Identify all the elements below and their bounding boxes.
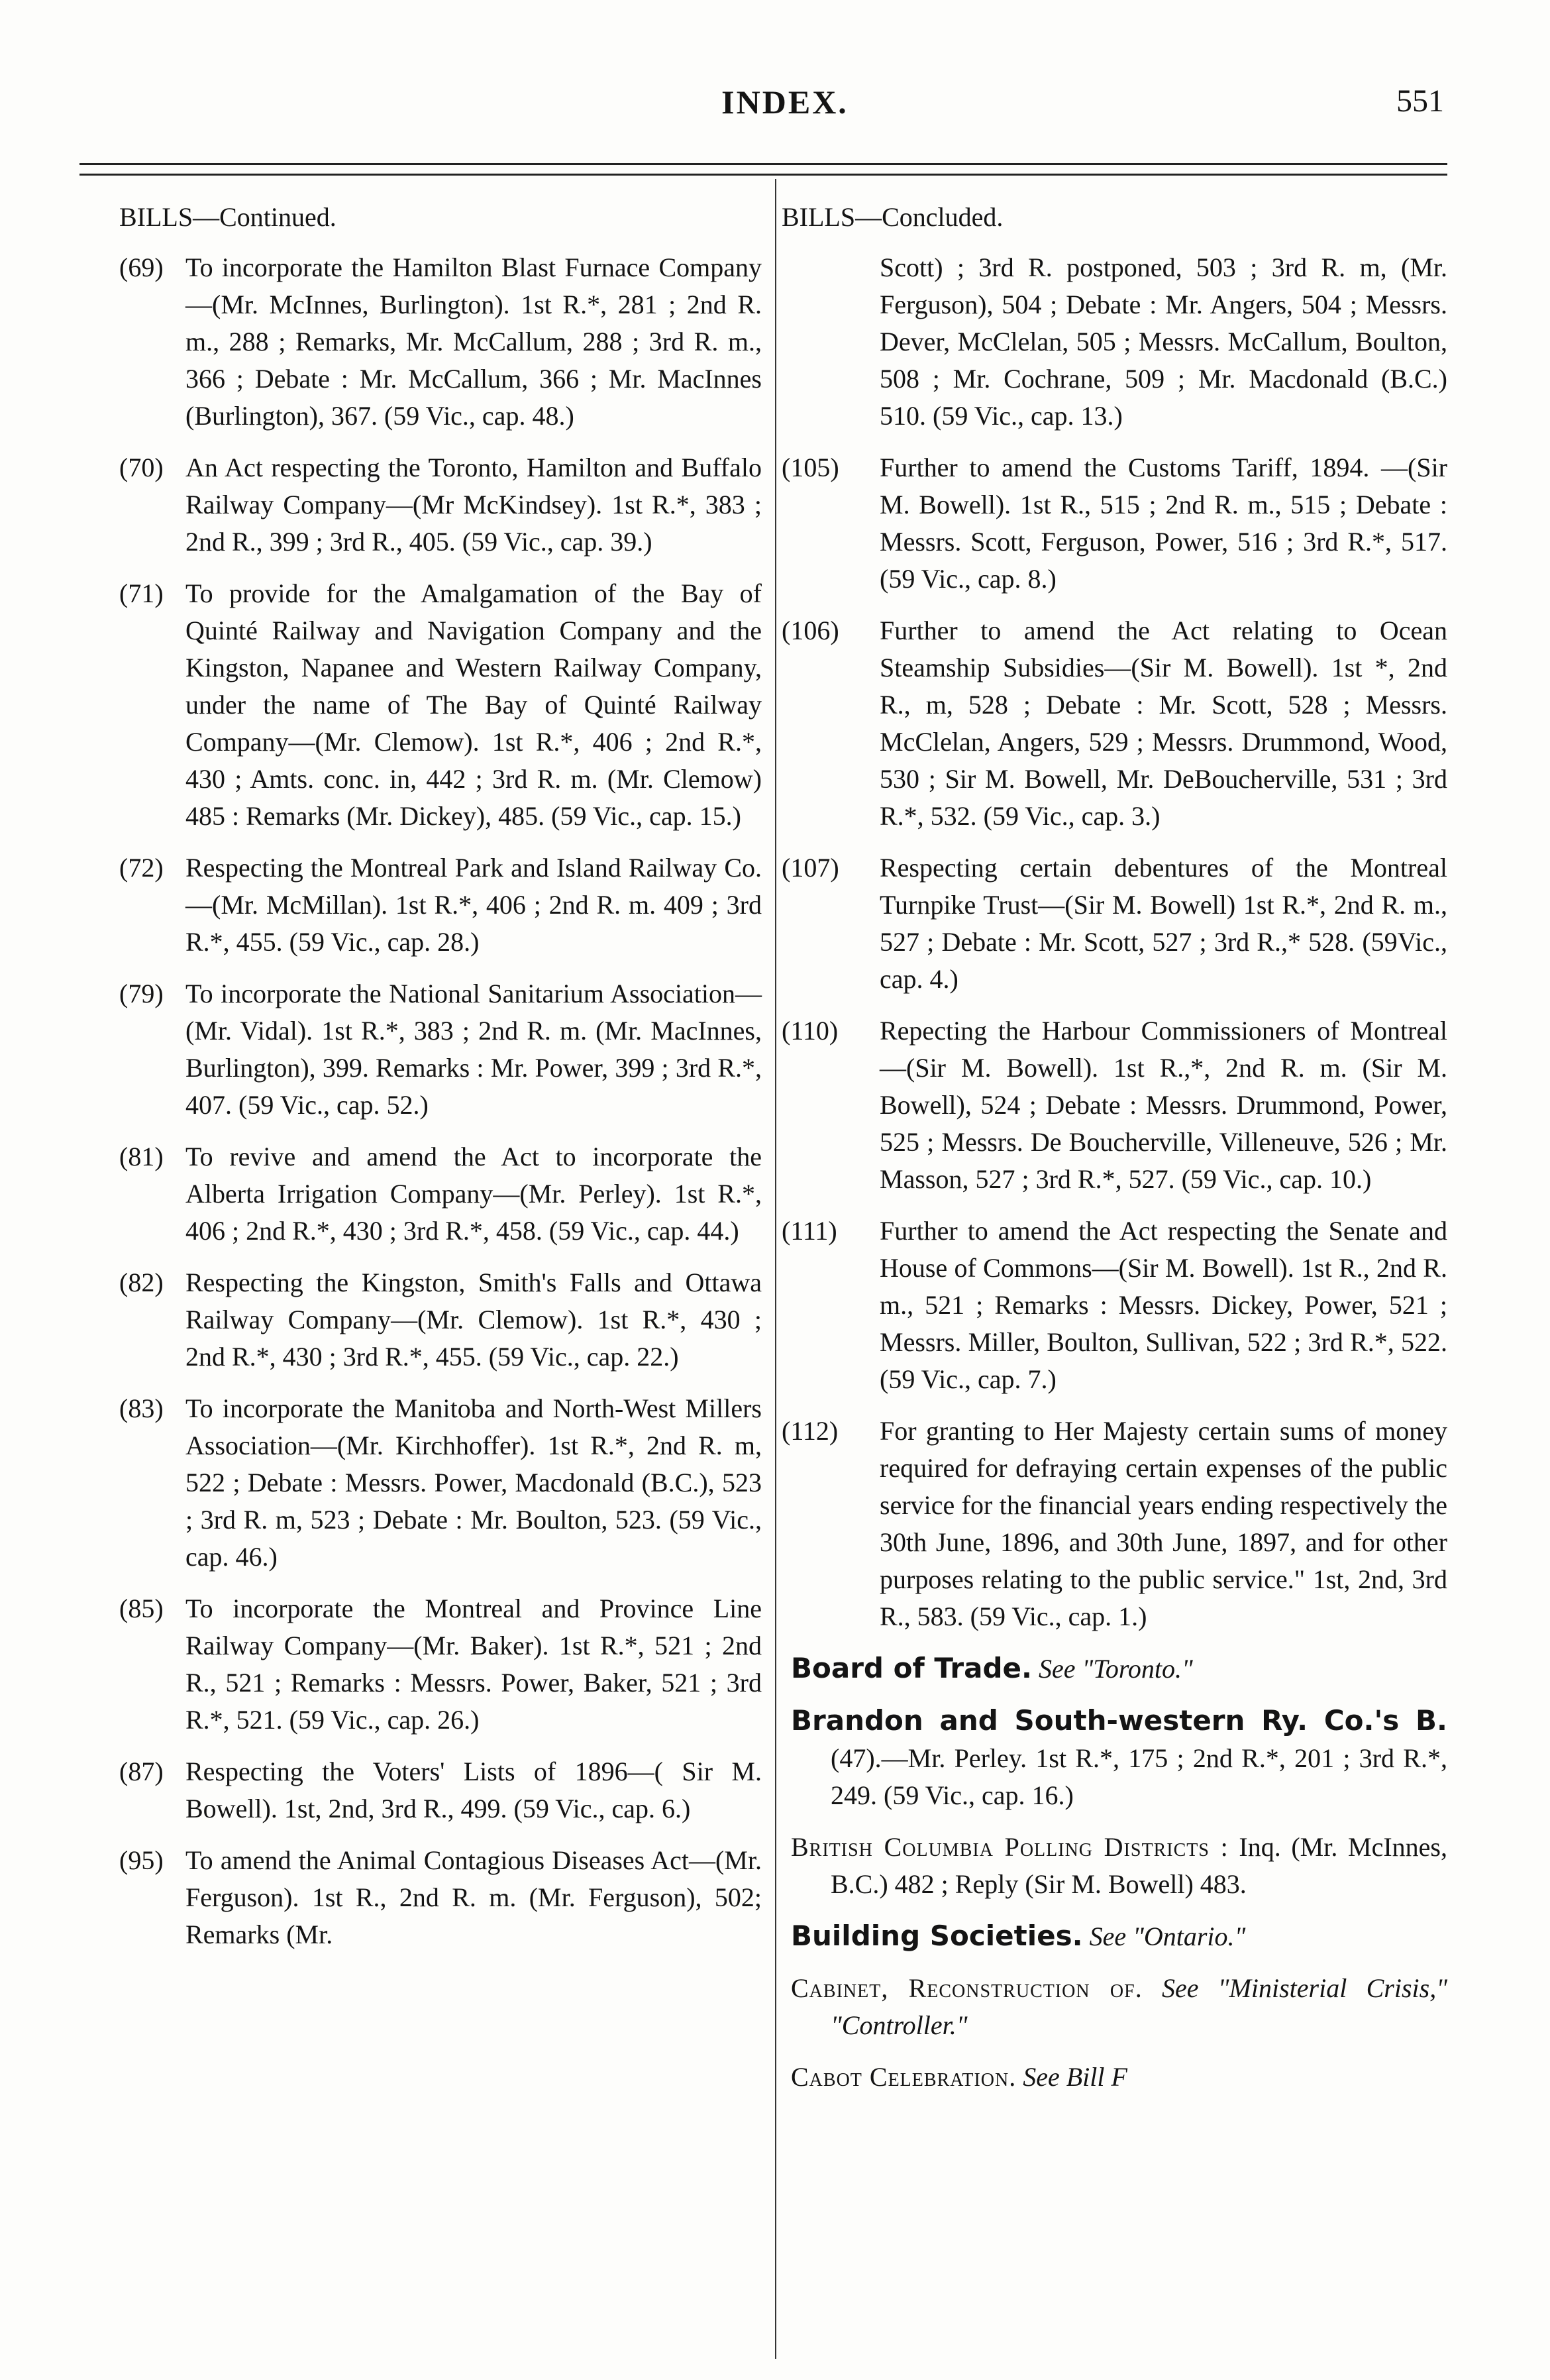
left-column [119,199,762,1968]
entry-number: (72) [119,853,164,883]
index-heading-cabot [782,2059,1447,2096]
header-rule-top [79,163,1447,165]
entry-text: Further to amend the Act respecting the Senate and House of Commons—(Sir M. Bowell). 1st R., 2nd R. m., 521 ; Remarks : Messrs. Dickey, Power, 521 ; Messrs. Miller, Boulton, Sullivan, 522 ; 3rd R.*, 522. (59 Vic., cap. 7.) [880,1216,1447,1394]
heading-label: Cabinet, Reconstruction of. [791,1973,1143,2003]
entry-text: Respecting certain debentures of the Montreal Turnpike Trust—(Sir M. Bowell) 1st R.*, 2nd R. m., 527 ; Debate : Mr. Scott, 527 ; 3rd R.,* 528. (59Vic., cap. 4.) [880,853,1447,994]
heading-label: Board of Trade. [791,1652,1032,1684]
entry-number: (107) [782,853,839,883]
heading-label: Cabot Celebration. [791,2062,1017,2092]
entry-text: To incorporate the Manitoba and North-West Millers Association—(Mr. Kirchhoffer). 1st R.*, 2nd R. m, 522 ; Debate : Messrs. Power, Macdonald (B.C.), 523 ; 3rd R. m, 523 ; Debate : Mr. Boulton, 523. (59 Vic., cap. 46.) [185,1393,762,1572]
entry-number: (87) [119,1757,164,1786]
entry-number: (105) [782,453,839,482]
entry-number: (69) [119,252,164,282]
entry-text: To incorporate the Hamilton Blast Furnace Company—(Mr. McInnes, Burlington). 1st R.*, 281 ; 2nd R. m., 288 ; Remarks, Mr. McCallum, 288 ; 3rd R. m., 366 ; Debate : Mr. McCallum, 366 ; Mr. MacInnes (Burlington), 367. (59 Vic., cap. 48.) [185,252,762,431]
entry-number: (83) [119,1393,164,1423]
entry-text: Further to amend the Customs Tariff, 1894. —(Sir M. Bowell). 1st R., 515 ; 2nd R. m., 515 ; Debate : Messrs. Scott, Ferguson, Power, 516 ; 3rd R.*, 517. (59 Vic., cap. 8.) [880,453,1447,594]
heading-label: Brandon and South-western Ry. Co.'s B. [791,1704,1447,1737]
entry-number: (81) [119,1142,164,1171]
entry-number: (71) [119,578,164,608]
index-entry [782,849,1447,998]
carryover-text: Scott) ; 3rd R. postponed, 503 ; 3rd R. m, (Mr. Ferguson), 504 ; Debate : Mr. Angers, 504 ; Messrs. Dever, McClelan, 505 ; Messrs. McCallum, Boulton, 508 ; Mr. Cochrane, 509 ; Mr. Macdonald (B.C.) 510. (59 Vic., cap. 13.) [880,252,1447,431]
entry-number: (112) [782,1416,839,1446]
index-entry [119,1390,762,1576]
entry-text: Further to amend the Act relating to Ocean Steamship Subsidies—(Sir M. Bowell). 1st *, 2nd R., m, 528 ; Debate : Mr. Scott, 528 ; Messrs. McClelan, Angers, 529 ; Messrs. Drummond, Wood, 530 ; Sir M. Bowell, Mr. DeBoucherville, 531 ; 3rd R.*, 532. (59 Vic., cap. 3.) [880,616,1447,831]
entry-text: To incorporate the Montreal and Province Line Railway Company—(Mr. Baker). 1st R.*, 521 ; 2nd R., 521 ; Remarks : Messrs. Power, Baker, 521 ; 3rd R.*, 521. (59 Vic., cap. 26.) [185,1594,762,1735]
entry-number: (85) [119,1594,164,1623]
index-entry [119,249,762,435]
index-entry [782,449,1447,598]
index-entry [119,1753,762,1827]
running-title: INDEX. [721,83,849,121]
index-entry [119,1264,762,1376]
index-entry [119,975,762,1124]
index-entry [119,449,762,561]
entry-number: (95) [119,1845,164,1875]
index-entry [119,1138,762,1250]
index-entry [119,1590,762,1739]
index-entry [782,1012,1447,1198]
entry-text: An Act respecting the Toronto, Hamilton and Buffalo Railway Company—(Mr McKindsey). 1st R.*, 383 ; 2nd R., 399 ; 3rd R., 405. (59 Vic., cap. 39.) [185,453,762,557]
page-header [126,83,1444,142]
index-entry [119,849,762,961]
heading-label: Building Societies. [791,1920,1083,1952]
see-reference: See "Ministerial Crisis," "Controller." [831,1973,1448,2040]
entry-number: (79) [119,979,164,1008]
index-heading-cabinet [782,1970,1447,2044]
page-number: 551 [1396,83,1444,119]
entry-text: To revive and amend the Act to incorporate the Alberta Irrigation Company—(Mr. Perley). 1st R.*, 406 ; 2nd R.*, 430 ; 3rd R.*, 458. (59 Vic., cap. 44.) [185,1142,762,1246]
index-heading-british-columbia [782,1829,1447,1903]
entry-number: (82) [119,1268,164,1297]
index-entry [119,1842,762,1953]
entry-text: To provide for the Amalgamation of the Bay of Quinté Railway and Navigation Company and the Kingston, Napanee and Western Railway Company, under the name of The Bay of Quinté Railway Company—(Mr. Clemow). 1st R.*, 406 ; 2nd R.*, 430 ; Amts. conc. in, 442 ; 3rd R. m. (Mr. Clemow) 485 : Remarks (Mr. Dickey), 485. (59 Vic., cap. 15.) [185,578,762,831]
see-reference: See Bill F [1023,2062,1127,2092]
entry-text: Repecting the Harbour Commissioners of Montreal—(Sir M. Bowell). 1st R.,*, 2nd R. m. (Sir M. Bowell), 524 ; Debate : Messrs. Drummond, Power, 525 ; Messrs. De Boucherville, Villeneuve, 526 ; Mr. Masson, 527 ; 3rd R.*, 527. (59 Vic., cap. 10.) [880,1016,1447,1194]
index-entry [782,1413,1447,1635]
right-continuation-heading: BILLS—Concluded. [782,202,1004,232]
entry-text: To amend the Animal Contagious Diseases Act—(Mr. Ferguson). 1st R., 2nd R. m. (Mr. Ferguson), 502; Remarks (Mr. [185,1845,762,1949]
heading-label: British Columbia Polling Districts : [791,1832,1229,1862]
entry-number: (110) [782,1016,839,1046]
entry-number: (106) [782,616,839,645]
left-continuation-heading: BILLS—Continued. [119,202,336,232]
index-entry [119,575,762,835]
entry-text: To incorporate the National Sanitarium Association—(Mr. Vidal). 1st R.*, 383 ; 2nd R. m. (Mr. MacInnes, Burlington), 399. Remarks : Mr. Power, 399 ; 3rd R.*, 407. (59 Vic., cap. 52.) [185,979,762,1120]
index-heading-building-societies [782,1918,1447,1955]
entry-text: Respecting the Kingston, Smith's Falls and Ottawa Railway Company—(Mr. Clemow). 1st R.*, 430 ; 2nd R.*, 430 ; 3rd R.*, 455. (59 Vic., cap. 22.) [185,1268,762,1372]
column-divider [775,179,776,2359]
heading-text: Inq. (Mr. McInnes, B.C.) 482 ; Reply (Sir M. Bowell) 483. [831,1832,1447,1899]
heading-text: (47).—Mr. Perley. 1st R.*, 175 ; 2nd R.*, 201 ; 3rd R.*, 249. (59 Vic., cap. 16.) [831,1743,1447,1810]
entry-number: (70) [119,453,164,482]
index-entry [782,612,1447,835]
entry-text: Respecting the Voters' Lists of 1896—( Sir M. Bowell). 1st, 2nd, 3rd R., 499. (59 Vic., cap. 6.) [185,1757,762,1823]
index-entry [782,1213,1447,1398]
entry-text: For granting to Her Majesty certain sums of money required for defraying certain expenses of the public service for the financial years ending respectively the 30th June, 1896, and 30th June, 1897, and for other purposes relating to the public service." 1st, 2nd, 3rd R., 583. (59 Vic., cap. 1.) [880,1416,1447,1631]
entry-text: Respecting the Montreal Park and Island Railway Co.—(Mr. McMillan). 1st R.*, 406 ; 2nd R. m. 409 ; 3rd R.*, 455. (59 Vic., cap. 28.) [185,853,762,957]
index-heading-board-of-trade [782,1650,1447,1688]
right-column [782,199,1447,2110]
see-reference: See "Toronto." [1038,1654,1193,1684]
see-reference: See "Ontario." [1089,1921,1246,1951]
entry-number: (111) [782,1216,837,1246]
index-heading-brandon [782,1702,1447,1814]
header-rule-bottom [79,174,1447,176]
